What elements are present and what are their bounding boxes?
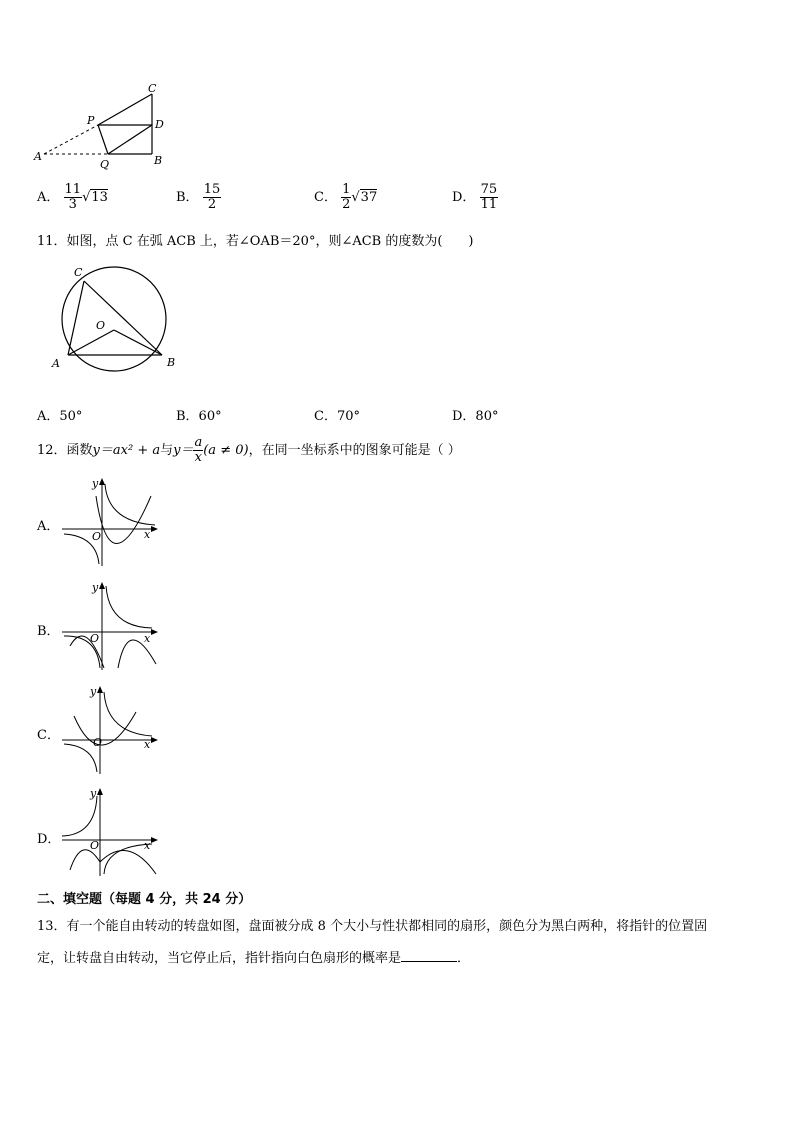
q12-graph-d: [60, 786, 160, 878]
q12-option-a-label: A．: [37, 519, 60, 534]
q11-option-a: A．50°: [37, 409, 83, 424]
svg-text:O: O: [93, 736, 103, 749]
q12-graph-c: [60, 684, 160, 776]
numerator: 15: [203, 182, 221, 197]
segment-ca: [68, 281, 84, 355]
q11-figure: [46, 262, 186, 374]
radical: √37: [351, 190, 378, 205]
svg-text:y: y: [92, 581, 99, 594]
label-c: C: [74, 266, 83, 279]
q13-line2: [37, 947, 470, 966]
q12-prefix: 12．函数: [37, 443, 93, 458]
segment-ob: [114, 330, 162, 355]
denominator: 3: [68, 197, 77, 212]
segment-ap-dashed: [44, 125, 98, 154]
svg-text:O: O: [90, 839, 100, 852]
segment-pq: [98, 125, 108, 154]
q11-option-b: B．60°: [176, 409, 222, 424]
label-o: O: [96, 319, 106, 332]
answer-blank[interactable]: [401, 949, 457, 962]
label-a: A: [52, 357, 60, 370]
segment-pc: [98, 94, 152, 125]
section-title: 二、填空题（每题 4 分，共 24 分）: [37, 892, 252, 907]
q13-line1: 13．有一个能自由转动的转盘如图，盘面被分成 8 个大小与性状都相同的扇形，颜色分为黑白两种，将指针的位置固: [37, 919, 708, 934]
q13-line2-end: ．: [457, 951, 471, 966]
segment-qd: [108, 125, 152, 154]
denominator: x: [194, 450, 203, 465]
label-d: D: [155, 118, 164, 131]
denominator: 11: [480, 197, 498, 212]
label-c: C: [148, 82, 157, 95]
denominator: 2: [342, 197, 351, 212]
formula-hyperbola-fraction: [193, 436, 203, 465]
svg-text:y: y: [90, 685, 97, 698]
q12-graph-a: [60, 476, 160, 568]
q10-option-a: [37, 183, 108, 212]
q12-suffix: ，在同一坐标系中的图象可能是（ ）: [248, 443, 461, 458]
svg-text:x: x: [144, 839, 151, 852]
q12-option-d-label: D．: [37, 832, 61, 847]
denominator: 2: [207, 197, 217, 212]
q12-option-c-label: C．: [37, 728, 60, 743]
radicand: 37: [360, 190, 378, 205]
option-letter: A．: [37, 190, 60, 205]
numerator: 75: [480, 182, 498, 197]
svg-text:x: x: [144, 738, 151, 751]
label-p: P: [87, 114, 95, 127]
option-letter: D．: [452, 190, 476, 205]
q10-option-c: [314, 183, 377, 212]
svg-text:x: x: [144, 632, 151, 645]
q11-option-d: D．80°: [452, 409, 499, 424]
q12-connector: 与: [160, 443, 174, 458]
fraction: [203, 183, 222, 212]
fraction: [341, 183, 351, 212]
numerator: 11: [64, 182, 82, 197]
radical: √13: [82, 190, 108, 205]
q10-option-b: [176, 183, 221, 212]
fraction: [64, 183, 83, 212]
segment-cb: [84, 281, 162, 355]
q12-text: [37, 436, 461, 465]
label-b: B: [154, 154, 163, 167]
q11-text: 11．如图，点 C 在弧 ACB 上，若∠OAB＝20°，则∠ACB 的度数为( ): [37, 234, 474, 249]
label-a: A: [34, 150, 42, 163]
svg-text:y: y: [92, 477, 99, 490]
svg-text:O: O: [92, 530, 102, 543]
segment-oa: [68, 330, 114, 355]
svg-text:x: x: [144, 528, 151, 541]
formula-condition: (a ≠ 0): [203, 443, 249, 458]
label-b: B: [167, 356, 176, 369]
svg-text:y: y: [90, 787, 97, 800]
label-q: Q: [100, 158, 110, 171]
numerator: a: [194, 435, 203, 450]
q12-option-b-label: B．: [37, 624, 60, 639]
formula-hyperbola-lhs: y＝: [173, 443, 194, 458]
svg-text:O: O: [90, 632, 100, 645]
radicand: 13: [91, 190, 108, 205]
q10-figure: [30, 78, 180, 174]
q11-option-c: C．70°: [314, 409, 360, 424]
fraction: [480, 183, 499, 212]
option-letter: C．: [314, 190, 337, 205]
q10-option-d: [452, 183, 498, 212]
option-letter: B．: [176, 190, 199, 205]
numerator: 1: [342, 182, 351, 197]
formula-parabola: y＝ax² + a: [92, 443, 161, 458]
q13-line2-text: 定，让转盘自由转动，当它停止后，指针指向白色扇形的概率是: [37, 951, 402, 966]
q12-graph-b: [60, 580, 160, 672]
